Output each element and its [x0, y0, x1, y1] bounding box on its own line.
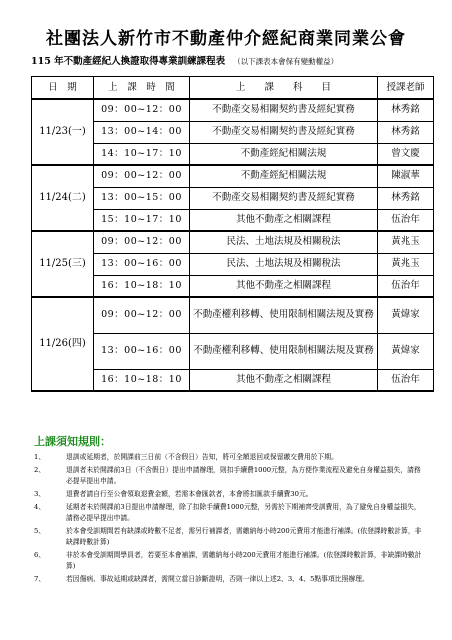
table-row	[32, 165, 434, 187]
teacher-cell: 陳淑華	[378, 165, 434, 187]
subject-cell: 不動產經紀相關法規	[190, 143, 378, 165]
time-cell: 14：10~17：10	[94, 143, 190, 165]
teacher-cell: 黃煒家	[378, 297, 434, 333]
date-cell: 11/25(三)	[32, 231, 94, 297]
rule-text: 延期者未於開課前3日提出申請辦理，除了扣除手續費1000元整，另需於下期補齊受訓費用，為了避免自身權益損失，請務必提早提出申請。	[66, 503, 421, 522]
time-cell: 15：10~17：10	[94, 209, 190, 231]
list-item	[34, 550, 424, 572]
header-time: 上 課 時 間	[94, 77, 190, 100]
subject-cell: 其他不動產之相關課程	[190, 209, 378, 231]
time-cell: 09：00~12：00	[94, 99, 190, 121]
course-schedule-table	[31, 76, 434, 392]
time-cell: 13：00~16：00	[94, 333, 190, 369]
teacher-cell: 林秀銘	[378, 121, 434, 143]
rule-text: 退費者請自行至公會領取退費金額，若需本會匯款者，本會將扣匯款手續費30元。	[66, 490, 313, 498]
schedule-subtitle	[31, 55, 338, 68]
time-cell: 09：00~12：00	[94, 165, 190, 187]
subtitle-text: 115 年不動產經紀人換證取得專業訓練課程表	[31, 56, 226, 67]
rules-heading: 上課須知規則：	[34, 435, 111, 448]
list-item	[34, 526, 424, 548]
header-date: 日 期	[32, 77, 94, 100]
page-title: 社團法人新竹市不動產仲介經紀商業同業公會	[46, 29, 406, 49]
date-cell: 11/23(一)	[32, 99, 94, 165]
table-row	[32, 297, 434, 333]
header-teacher: 授課老師	[378, 77, 434, 100]
time-cell: 09：00~12：00	[94, 231, 190, 253]
time-cell: 16：10~18：10	[94, 369, 190, 391]
rule-text: 退訓者未於開課前3日（不含假日）提出申請辦理，則扣手續費1000元整，為方便作業流程及避免自身權益損失，請務必提早提出申請。	[66, 466, 421, 485]
subject-cell: 其他不動產之相關課程	[190, 275, 378, 297]
time-cell: 13：00~15：00	[94, 187, 190, 209]
teacher-cell: 黃煒家	[378, 333, 434, 369]
date-cell: 11/26(四)	[32, 297, 94, 391]
teacher-cell: 黃兆玉	[378, 253, 434, 275]
rule-number: 5、	[34, 527, 46, 535]
subject-cell: 民法、土地法規及相關稅法	[190, 231, 378, 253]
teacher-cell: 曾文慶	[378, 143, 434, 165]
rule-number: 7、	[34, 575, 46, 583]
subject-cell: 不動產權利移轉、使用限制相關法規及實務	[190, 333, 378, 369]
date-cell: 11/24(二)	[32, 165, 94, 231]
rule-number: 6、	[34, 551, 46, 559]
rule-number: 4、	[34, 503, 46, 511]
list-item	[34, 574, 424, 585]
rule-number: 1、	[34, 453, 46, 461]
rule-text: 退訓或延期者，於開課前三日前（不含假日）告知，將可全額退回或保留繳交費用於下期。	[66, 453, 338, 461]
rule-number: 2、	[34, 466, 46, 474]
teacher-cell: 伍治年	[378, 369, 434, 391]
subject-cell: 民法、土地法規及相關稅法	[190, 253, 378, 275]
header-subject: 上 課 科 目	[190, 77, 378, 100]
time-cell: 16：10~18：10	[94, 275, 190, 297]
subject-cell: 不動產經紀相關法規	[190, 165, 378, 187]
time-cell: 13：00~14：00	[94, 121, 190, 143]
list-item	[34, 452, 424, 463]
rule-text: 非於本會受訓期間學員者，若要至本會補課，需繳納每小時200元費用才能進行補課。(依登課時數計算，非缺課時數計算)	[66, 551, 422, 570]
rule-number: 3、	[34, 490, 46, 498]
table-header-row	[32, 77, 434, 100]
list-item	[34, 502, 424, 524]
subtitle-note: （以下課表本會保有變動權益）	[233, 57, 339, 66]
teacher-cell: 伍治年	[378, 275, 434, 297]
subject-cell: 不動產交易相關契約書及經紀實務	[190, 121, 378, 143]
rule-text: 若因傷病、事故延期或缺課者，需開立當日診斷證明，否則一律以上述2、3、4、5點事項比照辦理。	[66, 575, 369, 583]
table-row	[32, 231, 434, 253]
subject-cell: 不動產權利移轉、使用限制相關法規及實務	[190, 297, 378, 333]
teacher-cell: 林秀銘	[378, 187, 434, 209]
teacher-cell: 伍治年	[378, 209, 434, 231]
rule-text: 於本會受訓期間若有缺課或時數不足者，需另行補課者，需繳納每小時200元費用才能進行補課。(依登課時數計算，非缺課時數計算)	[66, 527, 422, 546]
rules-list	[34, 452, 424, 587]
list-item	[34, 489, 424, 500]
subject-cell: 其他不動產之相關課程	[190, 369, 378, 391]
time-cell: 13：00~16：00	[94, 253, 190, 275]
list-item	[34, 465, 424, 487]
subject-cell: 不動產交易相關契約書及經紀實務	[190, 187, 378, 209]
time-cell: 09：00~12：00	[94, 297, 190, 333]
subject-cell: 不動產交易相關契約書及經紀實務	[190, 99, 378, 121]
teacher-cell: 林秀銘	[378, 99, 434, 121]
teacher-cell: 黃兆玉	[378, 231, 434, 253]
table-row	[32, 99, 434, 121]
